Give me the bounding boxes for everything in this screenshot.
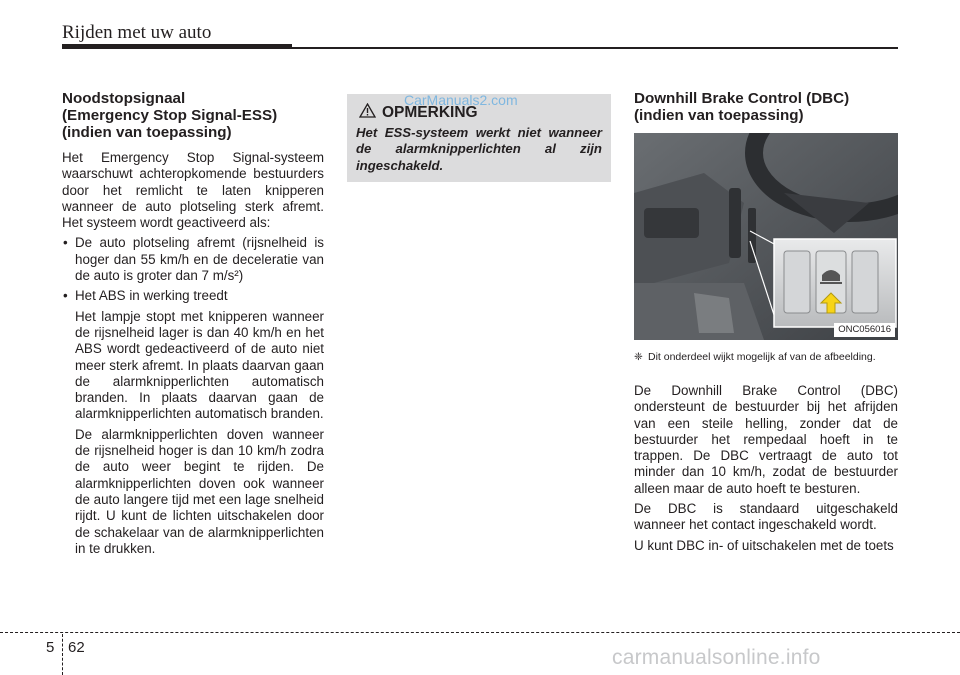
dbc-switch-photo bbox=[634, 133, 898, 340]
image-footnote bbox=[634, 350, 898, 365]
dbc-dashboard-illustration bbox=[634, 133, 898, 340]
ess-heading-line-3: (indien van toepassing) bbox=[62, 124, 232, 141]
bullet-dot-icon: • bbox=[63, 288, 68, 304]
header-rule-thin bbox=[292, 47, 898, 49]
footnote-symbol: ❈ bbox=[634, 351, 643, 363]
footer-dashed-divider bbox=[62, 634, 63, 675]
ess-bullet-2 bbox=[62, 288, 324, 304]
page-number: 62 bbox=[68, 639, 85, 656]
note-title: OPMERKING bbox=[382, 104, 478, 121]
dbc-paragraph-3: U kunt DBC in- of uitschakelen met de toets bbox=[634, 537, 894, 553]
site-watermark: carmanualsonline.info bbox=[612, 646, 821, 669]
right-column bbox=[634, 90, 898, 558]
chapter-number: 5 bbox=[46, 639, 55, 656]
ess-heading bbox=[62, 90, 324, 141]
dbc-heading-line-1: Downhill Brake Control (DBC) bbox=[634, 90, 850, 107]
image-code-label: ONC056016 bbox=[834, 323, 895, 337]
ess-heading-line-2: (Emergency Stop Signal-ESS) bbox=[62, 107, 278, 124]
dbc-paragraph-2: De DBC is standaard uitgeschakeld wanneer het contact ingeschakeld wordt. bbox=[634, 501, 898, 533]
ess-heading-line-1: Noodstopsignaal bbox=[62, 90, 186, 107]
left-column bbox=[62, 90, 324, 561]
note-body: Het ESS-systeem werkt niet wanneer de alarmknipperlichten al zijn ingeschakeld. bbox=[356, 125, 602, 173]
bullet-dot-icon: • bbox=[63, 235, 68, 251]
carmanuals-watermark: CarManuals2.com bbox=[404, 92, 518, 108]
ess-bullet-2-text: Het ABS in werking treedt bbox=[75, 288, 228, 304]
ess-paragraph-2: De alarmknipperlichten doven wanneer de rijsnelheid hoger is dan 10 km/h zodra de auto weer begint te rijden. De alarmknipperlichten doven ook wanneer de auto langere tijd met een lage snelheid rijdt. U kunt de lichten uitschakelen door de schakelaar van de alarmknipperlichten in te drukken. bbox=[75, 426, 324, 556]
dbc-heading-line-2: (indien van toepassing) bbox=[634, 107, 804, 124]
dbc-paragraph-1: De Downhill Brake Control (DBC) ondersteunt de bestuurder bij het afrijden van een steile helling, zonder dat de bestuurder het rempedaal hoeft in te trappen. De DBC vertraagt de auto tot minder dan 10 km/h, zodat de bestuurder alleen maar de auto hoeft te besturen. bbox=[634, 383, 898, 496]
ess-paragraph-1: Het lampje stopt met knipperen wanneer de rijsnelheid lager is dan 40 km/h en het ABS wordt gedeactiveerd of de auto niet meer sterk afremt. In plaats daarvan gaan de alarmknipperlichten automatisch branden. In plaats daarvan gaan de alarmknipperlichten automatisch branden. bbox=[75, 308, 324, 422]
ess-intro-paragraph: Het Emergency Stop Signal-systeem waarschuwt achteropkomende bestuurders door het remlicht te laten knipperen wanneer de auto plotseling sterk afremt. Het systeem wordt geactiveerd als: bbox=[62, 150, 324, 231]
ess-bullet-1-text: De auto plotseling afremt (rijsnelheid is hoger dan 55 km/h en de deceleratie van de auto is groter dan 7 m/s²) bbox=[75, 235, 324, 284]
header-rule-thick bbox=[62, 44, 292, 49]
page-header-title: Rijden met uw auto bbox=[62, 22, 212, 43]
dbc-heading bbox=[634, 90, 898, 124]
footnote-text: Dit onderdeel wijkt mogelijk af van de afbeelding. bbox=[648, 351, 876, 363]
footer-dashed-rule bbox=[0, 632, 960, 633]
ess-bullet-1 bbox=[62, 235, 324, 284]
warning-triangle-icon bbox=[359, 103, 376, 123]
